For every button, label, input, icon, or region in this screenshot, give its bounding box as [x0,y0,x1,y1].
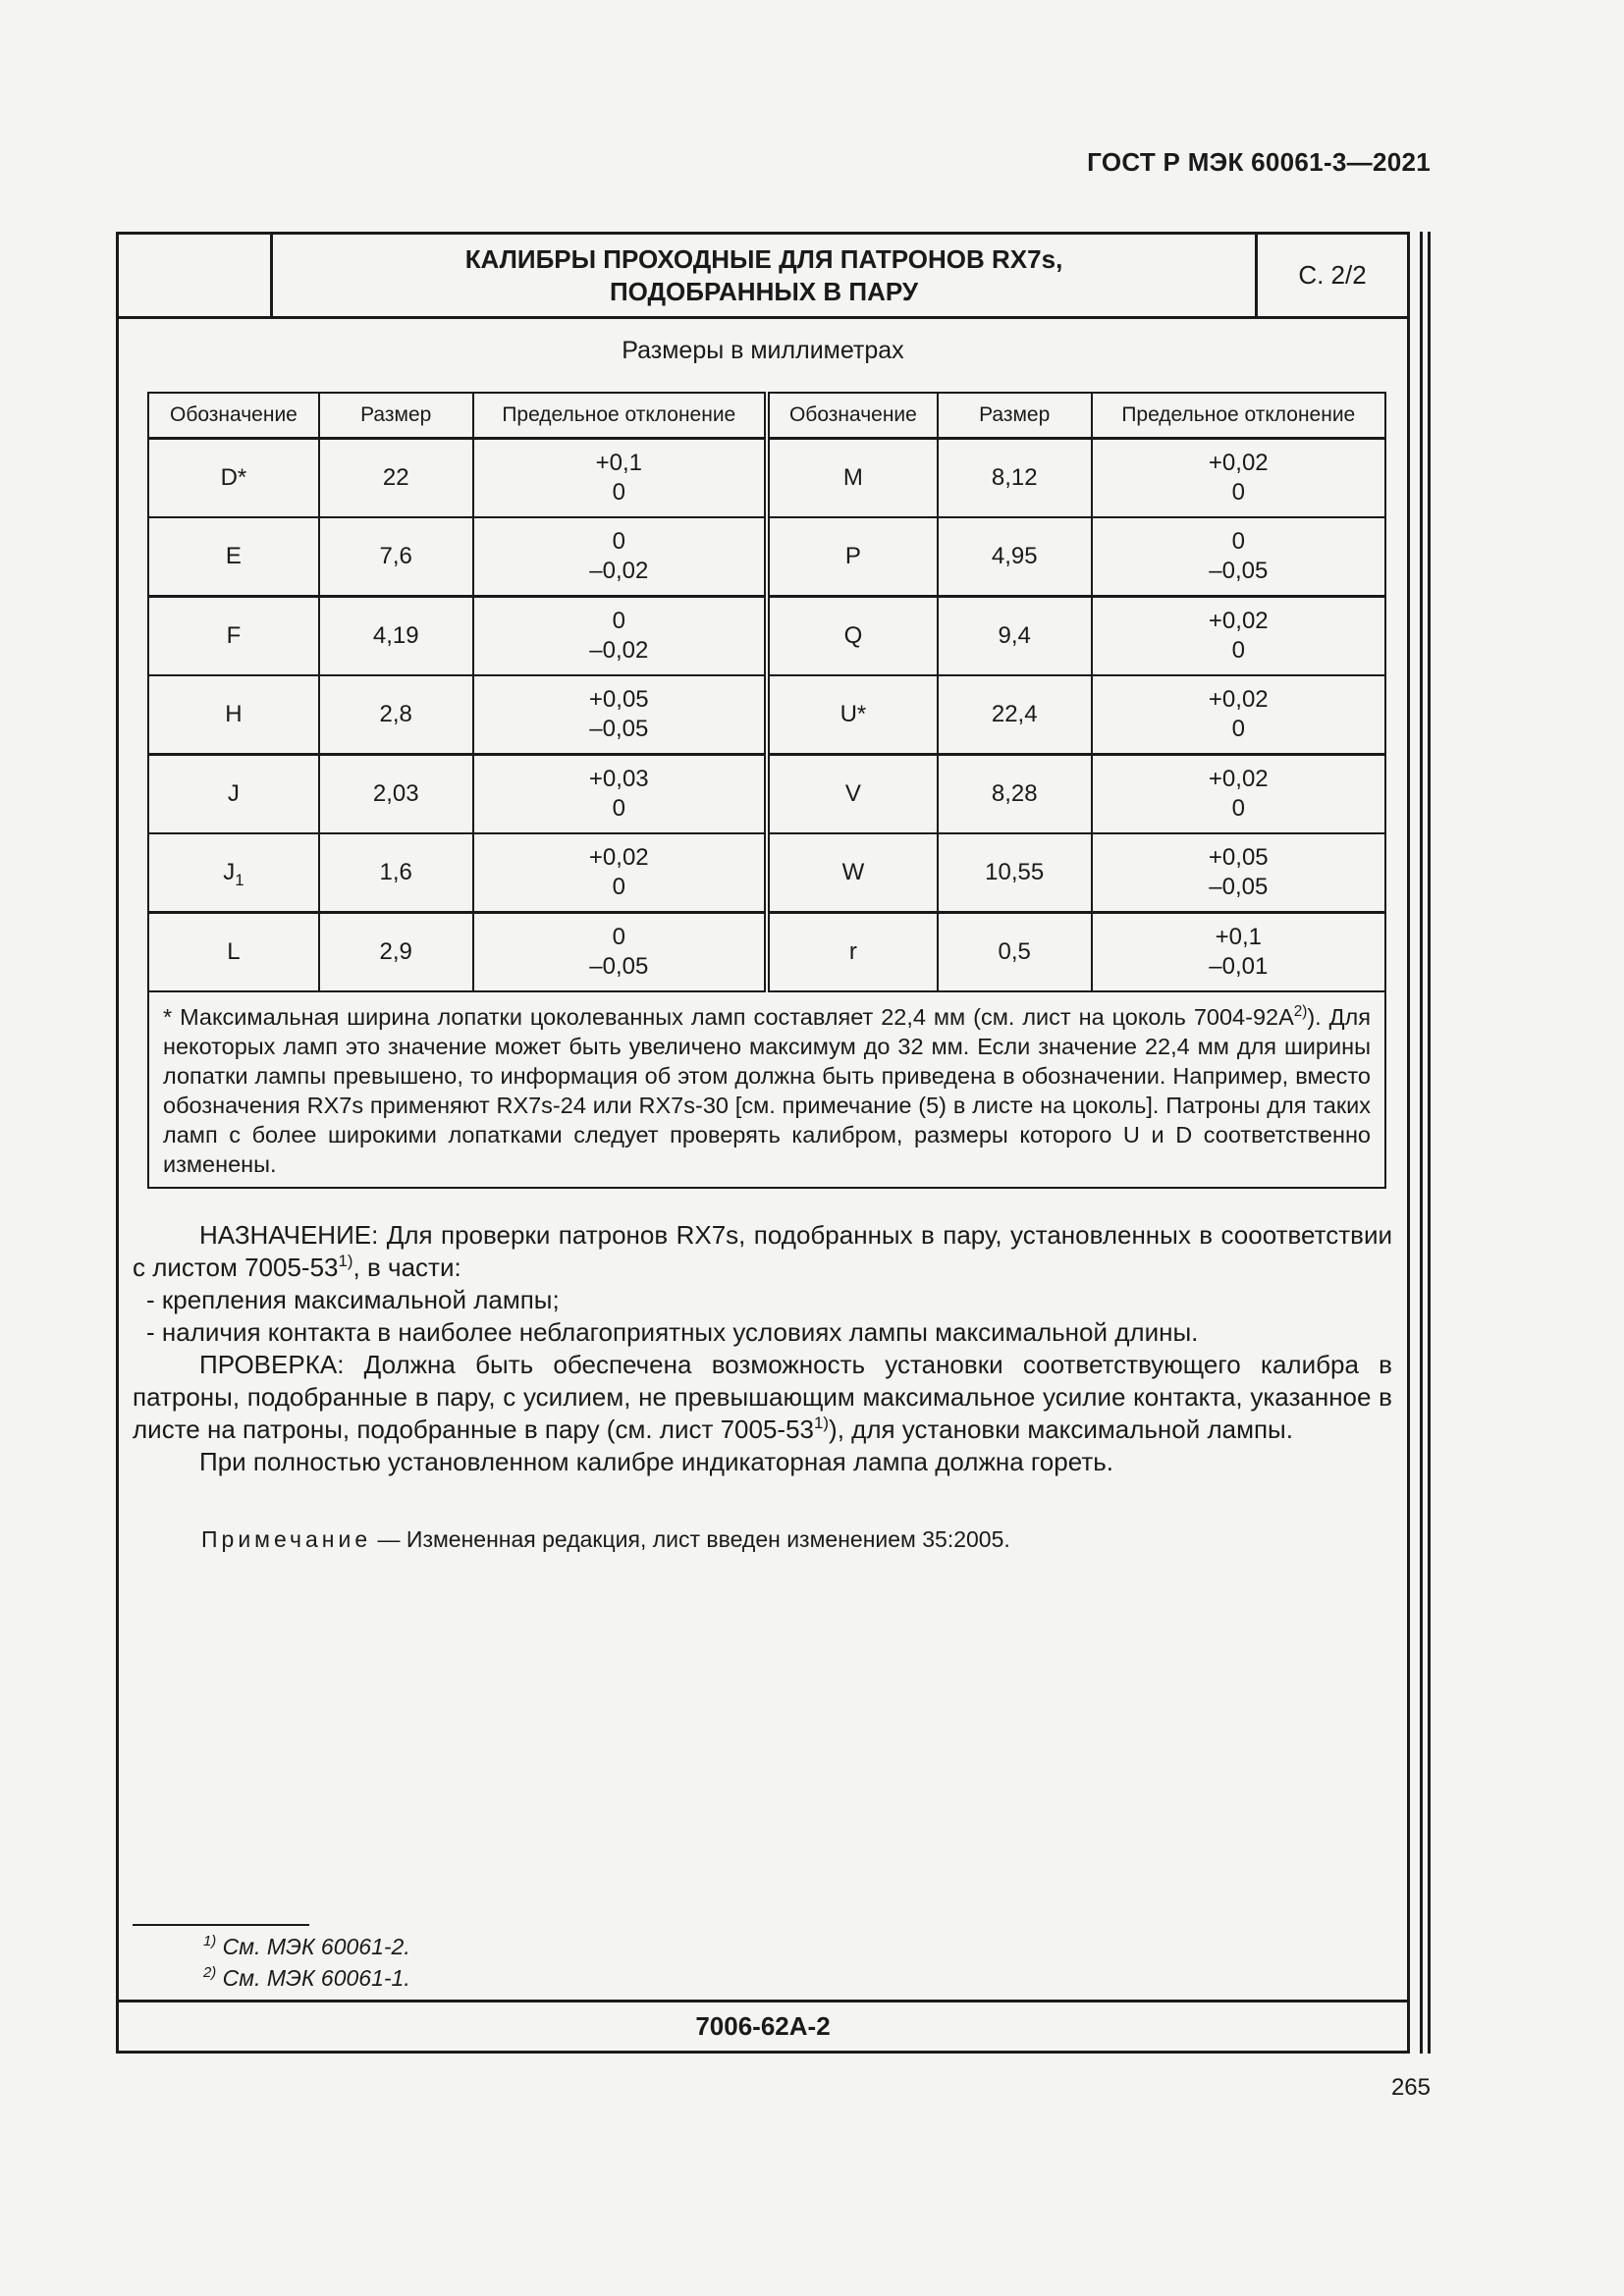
list-item: - крепления максимальной лампы; [146,1285,560,1314]
final-paragraph: При полностью установленном калибре индикаторная лампа должна гореть. [199,1447,1113,1476]
designation-cell: P [767,517,938,597]
tolerance-cell [473,755,767,834]
page-number: 265 [1390,2074,1431,2101]
tolerance-upper: +0,03 [588,766,649,792]
table-row [148,755,1385,834]
designation-cell: U* [767,675,938,755]
tolerance-lower: 0 [612,874,625,900]
tolerance-cell [1092,439,1385,518]
tolerance-cell [473,833,767,913]
designation-text: E [225,543,242,569]
size-cell: 4,95 [938,517,1092,597]
tolerance-upper: 0 [1231,528,1245,555]
header-empty-cell [119,235,273,316]
footnote-mark: 1) [203,1933,217,1950]
purpose-text: НАЗНАЧЕНИЕ: Для проверки патронов RX7s, подобранных в пару, установленных в сооответствии с листом 7005-53 [133,1220,1392,1282]
designation-text: F [226,622,242,649]
col-header-size: Размер [319,393,473,439]
tolerance-cell [473,913,767,992]
tolerance-upper: 0 [612,924,625,950]
tolerance-upper: +0,05 [588,686,649,713]
sheet-title [273,235,1255,316]
tolerance-lower: 0 [1231,795,1245,822]
designation-cell: V [767,755,938,834]
table-row [148,675,1385,755]
remark-text: — Измененная редакция, лист введен изменением 35:2005. [371,1526,1010,1552]
tolerance-cell [473,675,767,755]
tolerance-cell [473,439,767,518]
footnote-text: См. МЭК 60061-2. [216,1934,410,1959]
table-body [148,439,1385,992]
col-header-tolerance: Предельное отклонение [473,393,767,439]
tolerance-lower: –0,02 [589,558,649,584]
sheet-frame [116,232,1410,2054]
tolerance-upper: +0,02 [588,844,649,871]
tolerance-lower: 0 [612,479,625,506]
table-header-row [148,393,1385,439]
table-row [148,517,1385,597]
remark [201,1526,1010,1553]
size-cell: 22,4 [938,675,1092,755]
tolerance-cell [1092,755,1385,834]
col-header-designation: Обозначение [148,393,319,439]
footnote-text: См. МЭК 60061-1. [216,1965,410,1991]
tolerance-cell [473,597,767,676]
tolerance-upper: +0,02 [1208,766,1269,792]
purpose-text-end: , в части: [352,1253,461,1282]
table-row [148,439,1385,518]
tolerance-upper: +0,1 [595,450,642,476]
note-text-1: * Максимальная ширина лопатки цоколеванных ламп составляет 22,4 мм (см. лист на цоколь 7004-92A [163,1004,1294,1030]
size-cell: 1,6 [319,833,473,913]
col-header-size: Размер [938,393,1092,439]
tolerance-upper: +0,1 [1215,924,1262,950]
tolerance-lower: –0,05 [1209,874,1269,900]
size-cell: 4,19 [319,597,473,676]
tolerance-lower: 0 [612,795,625,822]
designation-cell [148,517,319,597]
footnote-1 [203,1934,410,1960]
designation-text: D* [220,464,247,491]
designation-text: J [223,859,236,885]
designation-cell [148,439,319,518]
footnote-mark: 2) [203,1964,217,1982]
tolerance-upper: 0 [612,528,625,555]
check-text: ПРОВЕРКА: Должна быть обеспечена возможность установки соответствующего калибра в патроны, подобранные в пару, с усилием, не превышающим максимальное усилие контакта, указанное в листе на патроны, подобранные в пару (см. лист 7005-53 [133,1350,1392,1444]
tolerance-upper: +0,02 [1208,608,1269,634]
frame-double-line-1 [1420,232,1423,2054]
footnote-ref: 1) [338,1251,353,1270]
tolerance-lower: –0,01 [1209,953,1269,980]
check-paragraph [133,1349,1392,1446]
size-cell: 10,55 [938,833,1092,913]
tolerance-upper: +0,02 [1208,686,1269,713]
col-header-designation: Обозначение [767,393,938,439]
size-cell: 0,5 [938,913,1092,992]
designation-cell: W [767,833,938,913]
sheet-header [119,235,1407,319]
sheet-footer-code: 7006-62A-2 [119,2000,1407,2051]
designation-cell [148,833,319,913]
tolerance-cell [473,517,767,597]
size-cell: 8,12 [938,439,1092,518]
body-text [133,1219,1392,1478]
tolerance-cell [1092,597,1385,676]
designation-text: J [227,780,240,807]
title-line-2: ПОДОБРАННЫХ В ПАРУ [609,276,919,306]
dimensions-table [147,392,1386,1189]
table-row [148,597,1385,676]
units-caption: Размеры в миллиметрах [622,337,904,364]
sheet-number: С. 2/2 [1255,235,1407,316]
footnote-separator [133,1924,309,1926]
designation-cell [148,913,319,992]
tolerance-lower: –0,05 [589,953,649,980]
footnote-2 [203,1965,410,1992]
note-text-2: ). Для некоторых ламп это значение может быть увеличено максимум до 32 мм. Если значение 22,4 мм для ширины лопатки лампы превышено, то информация об этом должна быть приведена в обозначении. Например, вместо обозначения RX7s применяют RX7s-24 или RX7s-30 [см. примечание (5) в листе на цоколь]. Патроны для таких ламп с более широкими лопатками следует проверять калибром, размеры которого U и D соответственно изменены. [163,1004,1371,1177]
designation-text: L [227,938,241,965]
designation-cell [148,597,319,676]
designation-cell: M [767,439,938,518]
tolerance-lower: 0 [1231,716,1245,742]
designation-subscript: 1 [235,870,244,889]
check-text-end: ), для установки максимальной лампы. [829,1415,1293,1444]
purpose-paragraph [133,1219,1392,1284]
tolerance-lower: –0,02 [589,637,649,664]
tolerance-upper: 0 [612,608,625,634]
remark-label: Примечание [201,1526,372,1552]
size-cell: 22 [319,439,473,518]
tolerance-lower: –0,05 [1209,558,1269,584]
frame-double-line-2 [1428,232,1431,2054]
tolerance-lower: 0 [1231,479,1245,506]
list-item: - наличия контакта в наиболее неблагоприятных условиях лампы максимальной длины. [146,1317,1199,1347]
tolerance-cell [1092,675,1385,755]
designation-cell [148,755,319,834]
table-row [148,913,1385,992]
table-note [148,991,1385,1188]
footnote-ref: 1) [814,1413,830,1432]
tolerance-upper: +0,05 [1208,844,1269,871]
col-header-tolerance: Предельное отклонение [1092,393,1385,439]
tolerance-lower: 0 [1231,637,1245,664]
size-cell: 7,6 [319,517,473,597]
tolerance-upper: +0,02 [1208,450,1269,476]
size-cell: 8,28 [938,755,1092,834]
designation-cell [148,675,319,755]
tolerance-cell [1092,833,1385,913]
table-row [148,833,1385,913]
tolerance-cell [1092,913,1385,992]
title-line-1: КАЛИБРЫ ПРОХОДНЫЕ ДЛЯ ПАТРОНОВ RX7s, [464,243,1063,274]
tolerance-cell [1092,517,1385,597]
designation-cell: r [767,913,938,992]
size-cell: 2,9 [319,913,473,992]
table-note-row [148,991,1385,1188]
size-cell: 2,8 [319,675,473,755]
size-cell: 9,4 [938,597,1092,676]
note-footnote-ref: 2) [1293,1002,1308,1020]
document-code: ГОСТ Р МЭК 60061-3—2021 [1087,147,1431,177]
tolerance-lower: –0,05 [589,716,649,742]
designation-cell: Q [767,597,938,676]
size-cell: 2,03 [319,755,473,834]
designation-text: H [225,701,243,727]
